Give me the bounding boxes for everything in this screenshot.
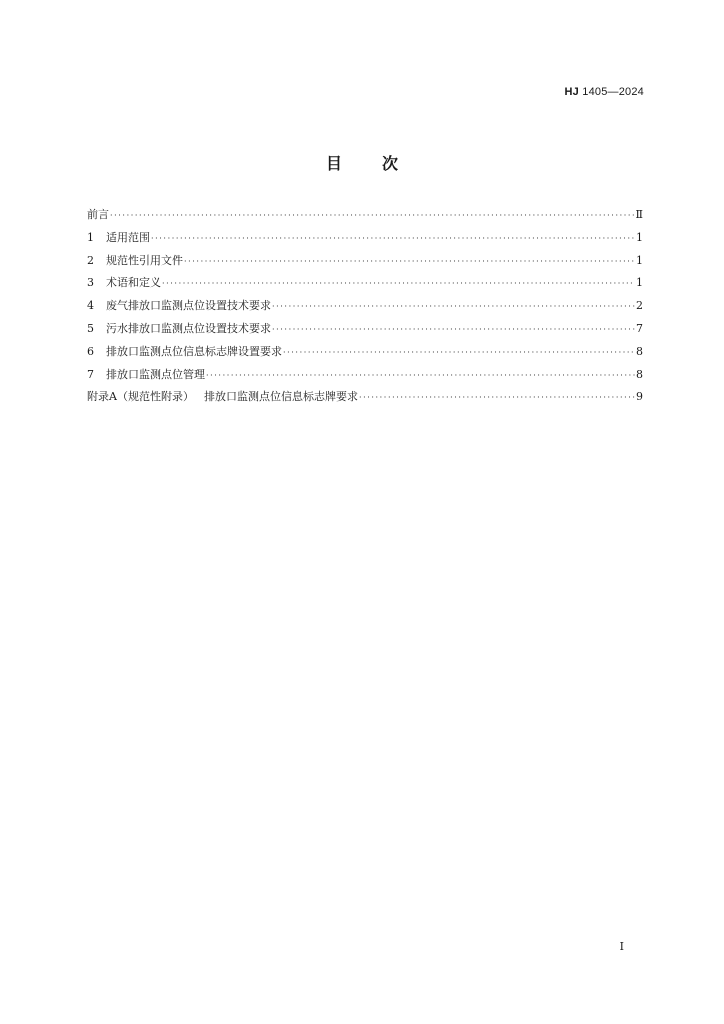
toc-entry-number: 4 xyxy=(87,299,94,313)
toc-entry-normative-references[interactable] xyxy=(87,252,643,275)
toc-entry-number: 3 xyxy=(87,276,94,290)
toc-entry-label: 废气排放口监测点位设置技术要求 xyxy=(106,299,271,313)
standard-prefix: HJ xyxy=(564,86,579,98)
toc-entry-signboard-requirements[interactable] xyxy=(87,343,643,366)
toc-entry-label: 排放口监测点位信息标志牌设置要求 xyxy=(106,344,282,358)
page-number: I xyxy=(619,940,624,953)
toc-entry-page: Ⅱ xyxy=(635,208,643,221)
standard-code xyxy=(565,86,644,98)
toc-entry-appendix-a[interactable] xyxy=(87,388,643,411)
toc-entry-page: 1 xyxy=(636,276,643,290)
toc-entry-number: 2 xyxy=(87,253,94,267)
toc-leader-dots xyxy=(151,234,635,243)
toc-leader-dots xyxy=(110,211,635,220)
toc-entry-number: 6 xyxy=(87,344,94,358)
toc-entry-label: 适用范围 xyxy=(106,230,150,244)
toc-entry-number: 1 xyxy=(87,230,94,244)
toc-leader-dots xyxy=(272,325,635,334)
toc-leader-dots xyxy=(162,279,635,288)
table-of-contents xyxy=(87,206,643,411)
appendix-title: 排放口监测点位信息标志牌要求 xyxy=(203,390,358,404)
toc-leader-dots xyxy=(184,257,635,266)
toc-entry-page: 1 xyxy=(636,253,643,267)
toc-entry-page: 9 xyxy=(636,390,643,404)
toc-entry-terms-definitions[interactable] xyxy=(87,274,643,297)
toc-entry-label: 规范性引用文件 xyxy=(106,253,183,267)
toc-entry-label: 污水排放口监测点位设置技术要求 xyxy=(106,321,271,335)
toc-entry-wastewater-outlet[interactable] xyxy=(87,320,643,343)
toc-entry-label: 排放口监测点位管理 xyxy=(106,367,205,381)
toc-entry-exhaust-outlet[interactable] xyxy=(87,297,643,320)
toc-entry-label xyxy=(87,388,358,404)
toc-entry-label: 前言 xyxy=(87,208,109,221)
toc-entry-page: 1 xyxy=(636,230,643,244)
toc-entry-scope[interactable] xyxy=(87,229,643,252)
toc-entry-monitoring-point-management[interactable] xyxy=(87,366,643,389)
toc-entry-foreword[interactable] xyxy=(87,206,643,229)
toc-entry-page: 8 xyxy=(636,344,643,358)
toc-leader-dots xyxy=(359,393,635,402)
toc-leader-dots xyxy=(206,371,635,380)
toc-title: 目次 xyxy=(325,154,438,173)
appendix-label: 附录A（规范性附录） xyxy=(87,390,194,404)
toc-entry-page: 8 xyxy=(636,367,643,381)
toc-entry-page: 7 xyxy=(636,321,643,335)
toc-entry-label: 术语和定义 xyxy=(106,276,161,290)
toc-entry-number: 7 xyxy=(87,367,94,381)
toc-leader-dots xyxy=(283,348,635,357)
toc-entry-number: 5 xyxy=(87,321,94,335)
toc-leader-dots xyxy=(272,302,635,311)
toc-entry-page: 2 xyxy=(636,299,643,313)
standard-number: 1405—2024 xyxy=(582,86,644,98)
